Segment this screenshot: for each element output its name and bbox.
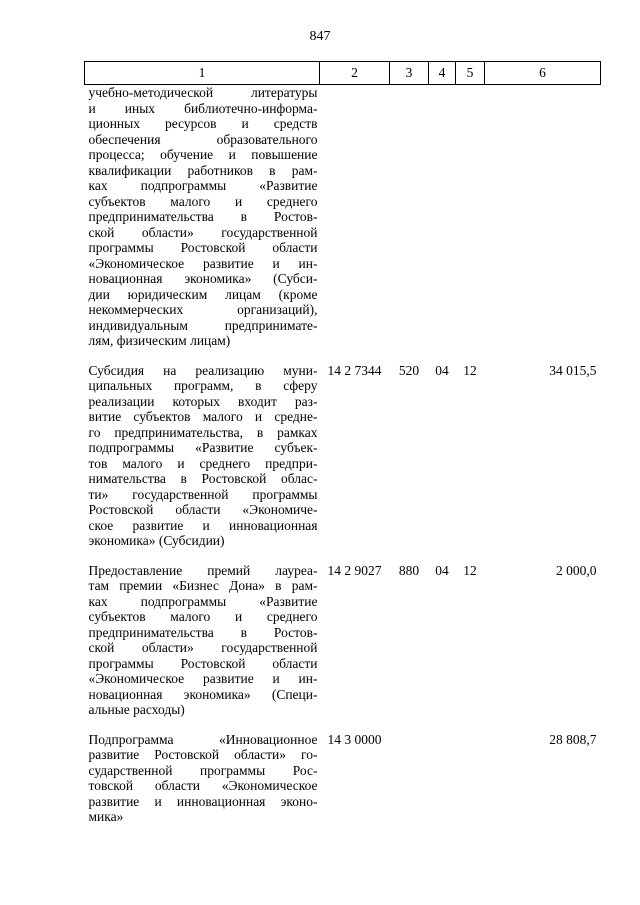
description-line: лям, физическим лицам) (88, 333, 231, 348)
description-line: Подпрограмма «Инновационное (88, 731, 318, 747)
table-body (85, 85, 601, 839)
description-line: товской области «Экономическое (88, 778, 318, 793)
table-row (85, 85, 601, 363)
row-section: 04 (435, 562, 449, 578)
description-line: ское развитие и инновационная (88, 517, 318, 533)
description-line: ской области» государственной (88, 640, 318, 655)
description-line: субъектов малого и среднего (88, 609, 318, 624)
row-code: 14 3 0000 (327, 731, 382, 747)
column-header-4: 4 (429, 62, 456, 85)
description-line: реализации которых входит раз- (88, 393, 318, 409)
description-line: экономика» (Субсидии) (88, 533, 225, 548)
description-line: ках подпрограммы «Развитие (88, 178, 318, 193)
description-line: мика» (88, 809, 124, 824)
description-line: сударственной программы Рос- (88, 762, 318, 778)
description-line: подпрограммы «Развитие субъек- (88, 440, 318, 455)
description-line: квалификации работников в рам- (88, 162, 318, 178)
row-section (429, 85, 456, 363)
description-line: новационная экономика» (Субси- (88, 271, 318, 286)
row-description (85, 732, 320, 839)
row-amount: 28 808,7 (549, 731, 597, 747)
description-line: предпринимательства в Ростов- (88, 209, 318, 224)
description-line: ской области» государственной (88, 224, 318, 240)
description-line: процесса; обучение и повышение (88, 147, 318, 162)
description-line: дии юридическим лицам (кроме (88, 286, 318, 302)
column-header-1: 1 (85, 62, 320, 85)
budget-table (84, 61, 601, 839)
description-line: программы Ростовской области (88, 240, 318, 255)
description-line: го предпринимательства, в рамках (88, 424, 318, 440)
description-line: учебно-методической литературы (88, 85, 318, 100)
table-row (85, 363, 601, 563)
column-header-5: 5 (456, 62, 485, 85)
description-line: нимательства в Ростовской облас- (88, 471, 318, 486)
column-header-3: 3 (390, 62, 429, 85)
description-line: Ростовской области «Экономиче- (88, 502, 318, 517)
row-expense-type (390, 732, 429, 839)
row-amount (485, 85, 601, 363)
description-line: Предоставление премий лауреа- (88, 562, 318, 578)
row-subsection: 12 (463, 562, 477, 578)
row-code: 14 2 7344 (327, 362, 382, 378)
description-line: «Экономическое развитие и ин- (88, 255, 318, 271)
row-subsection: 12 (463, 362, 477, 378)
description-line: развитие Ростовской области» го- (88, 747, 318, 762)
description-line: Субсидия на реализацию муни- (88, 362, 318, 378)
table-row (85, 563, 601, 732)
description-line: ципальных программ, в сферу (88, 378, 318, 393)
description-line: программы Ростовской области (88, 655, 318, 671)
description-line: ках подпрограммы «Развитие (88, 593, 318, 609)
description-line: субъектов малого и среднего (88, 193, 318, 209)
row-expense-type: 880 (398, 562, 420, 578)
row-description (85, 363, 320, 563)
row-subsection (456, 85, 485, 363)
description-line: альные расходы) (88, 702, 185, 717)
header-row (85, 62, 601, 85)
description-line: витие субъектов малого и средне- (88, 409, 318, 424)
description-line: новационная экономика» (Специ- (88, 686, 318, 702)
description-line: ционных ресурсов и средств (88, 116, 318, 131)
row-description (85, 563, 320, 732)
description-line: развитие и инновационная эконо- (88, 793, 318, 809)
description-line: обеспечения образовательного (88, 131, 318, 147)
description-line: тов малого и среднего предпри- (88, 455, 318, 471)
row-amount: 34 015,5 (549, 362, 597, 378)
row-section (429, 732, 456, 839)
row-expense-type: 520 (398, 362, 420, 378)
description-line: предпринимательства в Ростов- (88, 624, 318, 640)
column-header-2: 2 (320, 62, 390, 85)
table-row (85, 732, 601, 839)
row-amount: 2 000,0 (556, 562, 597, 578)
row-code (320, 85, 390, 363)
row-expense-type (390, 85, 429, 363)
description-line: индивидуальным предпринимате- (88, 317, 318, 333)
row-subsection (456, 732, 485, 839)
column-header-6: 6 (485, 62, 601, 85)
description-line: там премии «Бизнес Дона» в рам- (88, 578, 318, 593)
description-line: и иных библиотечно-информа- (88, 100, 318, 116)
description-line: некоммерческих организаций), (88, 302, 318, 317)
row-description (85, 85, 320, 363)
row-section: 04 (435, 362, 449, 378)
description-line: «Экономическое развитие и ин- (88, 671, 318, 686)
row-code: 14 2 9027 (327, 562, 382, 578)
description-line: ти» государственной программы (88, 486, 318, 502)
page-number: 847 (309, 29, 331, 44)
